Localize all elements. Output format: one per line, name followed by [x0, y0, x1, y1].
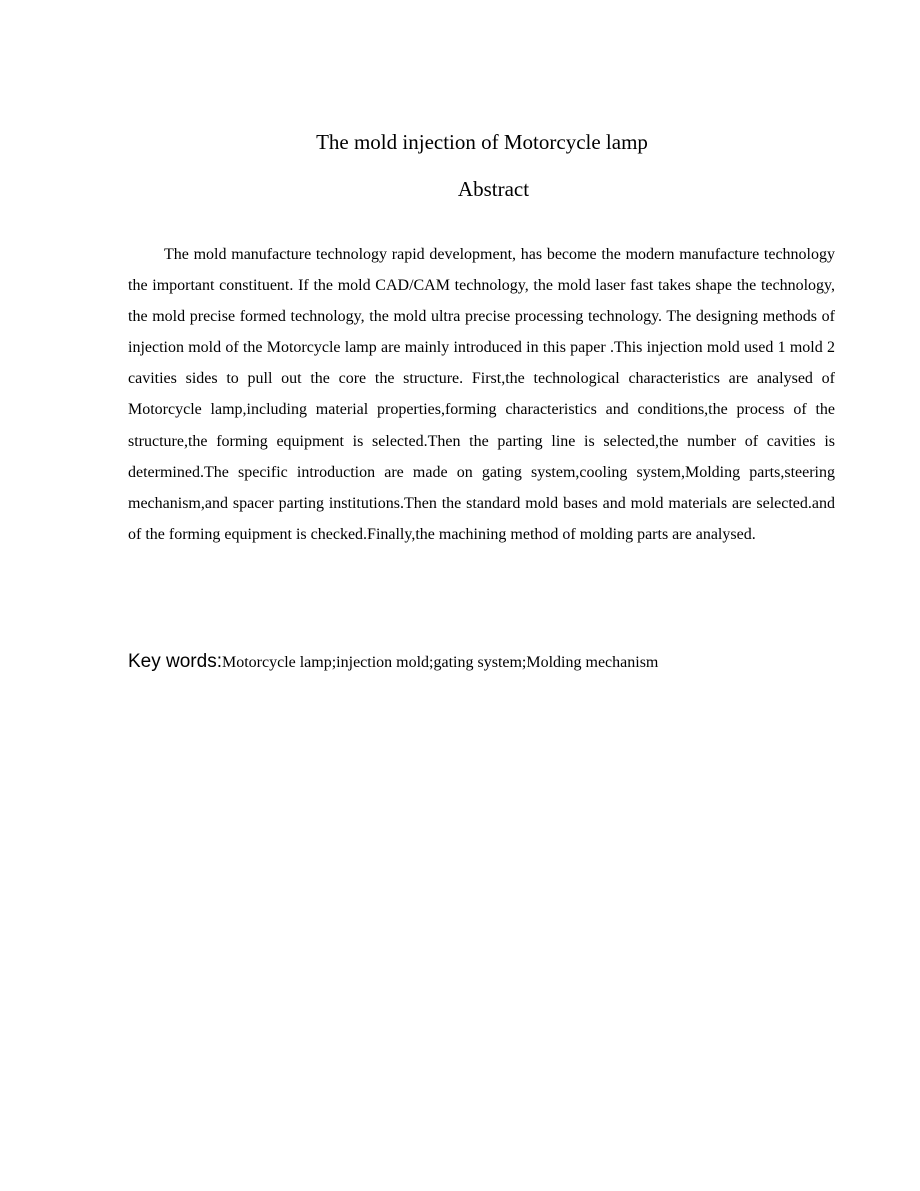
keywords-text: Motorcycle lamp;injection mold;gating system;Molding mechanism [221, 654, 659, 671]
keywords-label: Key words: [128, 651, 222, 672]
abstract-body: The mold manufacture technology rapid development, has become the modern manufacture technology the important constituent. If the mold CAD/CAM technology, the mold laser fast takes shape the technology, the mold precise formed technology, the mold ultra precise processing technology. The designing methods of injection mold of the Motorcycle lamp are mainly introduced in this paper .This injection mold used 1 mold 2 cavities sides to pull out the core the structure. First,the technological characteristics are analysed of Motorcycle lamp,including material properties,forming characteristics and conditions,the process of the structure,the forming equipment is selected.Then the parting line is selected,the number of cavities is determined.The specific introduction are made on gating system,cooling system,Molding parts,steering mechanism,and spacer parting institutions.Then the standard mold bases and mold materials are selected.and of the forming equipment is checked.Finally,the machining method of molding parts are analysed. [128, 246, 835, 543]
document-title: The mold injection of Motorcycle lamp [316, 130, 648, 154]
abstract-heading: Abstract [457, 177, 530, 201]
keywords-line [128, 649, 835, 676]
